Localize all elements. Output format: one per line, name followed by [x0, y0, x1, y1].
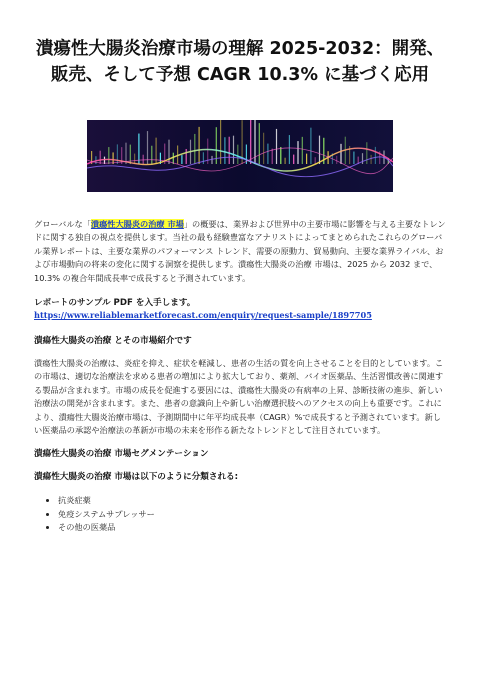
hero-glow-bar	[194, 134, 195, 164]
section-heading-intro: 潰瘍性大腸炎の治療 とその市場紹介です	[34, 336, 192, 347]
hero-glow-bar	[375, 147, 376, 164]
sample-label: レポートのサンプル PDF を入手します。	[34, 298, 196, 309]
hero-glow-bar	[108, 147, 109, 164]
hero-glow-bar	[224, 137, 225, 164]
section-heading-segmentation: 潰瘍性大腸炎の治療 市場セグメンテーション	[34, 449, 209, 460]
hero-glow-bar	[125, 143, 126, 164]
hero-glow-bar	[220, 120, 221, 164]
intro-prefix: グローバルな「	[34, 219, 91, 229]
hero-glow-bar	[173, 153, 174, 164]
hero-glow-bar	[233, 136, 234, 164]
list-item: • 抗炎症薬	[58, 494, 446, 508]
list-item: • その他の医薬品	[58, 521, 446, 535]
hero-glow-bar	[151, 146, 152, 164]
hero-glow-bar	[293, 155, 294, 164]
hero-glow-bar	[113, 152, 114, 164]
hero-glow-bar	[168, 140, 169, 164]
hero-glow-bar	[143, 155, 144, 164]
intro-suffix: 」の概要は、業界および世界中の主要市場に影響を与える主要なトレンドに関する独自の視点を提供します。当社の最も経験豊富なアナリストによってまとめられたこれらのグローバル業界レポートは、主要な業界のパフォーマンス トレンド、需要の原動力、貿易動向、主要な業界ライバル、および市場動向の将来の変化に関する洞察を提供します。潰瘍性大腸炎の治療 市場は、2025 から 2032 まで、10.3% の複合年間成長率で成長すると予測されています。	[34, 219, 446, 283]
section-heading-classification: 潰瘍性大腸炎の治療 市場は以下のように分類される:	[34, 472, 239, 483]
hero-glow-bar	[340, 144, 341, 164]
hero-glow-bar	[186, 149, 187, 164]
hero-glow-bar	[366, 142, 367, 164]
hero-glow-bar	[181, 155, 182, 164]
hero-glow-bar	[310, 128, 311, 164]
hero-glow-bar	[203, 152, 204, 164]
hero-glow-bar	[336, 156, 337, 164]
hero-glow-bar	[297, 141, 298, 164]
intro-paragraph	[34, 218, 446, 285]
hero-glow-bar	[229, 137, 230, 164]
hero-glow-bar	[263, 133, 264, 164]
hero-glow-bar	[100, 151, 101, 164]
hero-glow-bar	[272, 149, 273, 164]
hero-glow-bar	[285, 158, 286, 164]
hero-glow-bar	[315, 157, 316, 164]
hero-glow-bar	[276, 129, 277, 164]
hero-glow-bar	[250, 120, 251, 164]
hero-glow-bar	[267, 144, 268, 164]
hero-glow-bar	[371, 155, 372, 164]
list-item: • 免疫システムサプレッサー	[58, 508, 446, 522]
hero-glow-bar	[199, 127, 200, 164]
hero-glow-bar	[319, 136, 320, 164]
hero-glow-bar	[138, 134, 139, 164]
hero-glow-bar	[302, 137, 303, 164]
hero-glow-bar	[289, 135, 290, 164]
hero-image	[87, 120, 393, 192]
sample-link[interactable]: https://www.reliablemarketforecast.com/enquiry/request-sample/1897705	[34, 310, 372, 321]
classification-list	[34, 494, 446, 535]
hero-glow-bar	[353, 152, 354, 164]
hero-glow-bar	[237, 145, 238, 164]
hero-glow-bar	[134, 154, 135, 164]
page-title: 潰瘍性大腸炎治療市場の理解 2025-2032：開発、販売、そして予想 CAGR 10.3% に基づく応用	[35, 39, 445, 85]
hero-glow-bar	[147, 131, 148, 164]
market-link[interactable]: 潰瘍性大腸炎の治療 市場	[90, 219, 184, 229]
hero-glow-bar	[306, 154, 307, 164]
hero-glow-bar	[280, 147, 281, 164]
hero-glow-bar	[362, 153, 363, 164]
hero-glow-bar	[259, 123, 260, 164]
section-intro-body: 潰瘍性大腸炎の治療は、炎症を抑え、症状を軽減し、患者の生活の質を向上させることを目的としています。この市場は、適切な治療法を求める患者の増加により拡大しており、薬剤、バイオ医薬品、生活習慣改善に関連する製品が含まれます。市場の成長を促進する要因には、潰瘍性大腸炎の有病率の上昇、診断技術の進歩、新しい治療法の開発が含まれます。また、患者の意識向上や新しい治療選択肢へのアクセスの向上も重要です。これにより、潰瘍性大腸炎治療市場は、予測期間中に年平均成長率（CAGR）%で成長すると予測されています。新しい医薬品の承認や治療法の革新が市場の未来を形作る新たなトレンドとして注目されています。	[34, 358, 444, 436]
